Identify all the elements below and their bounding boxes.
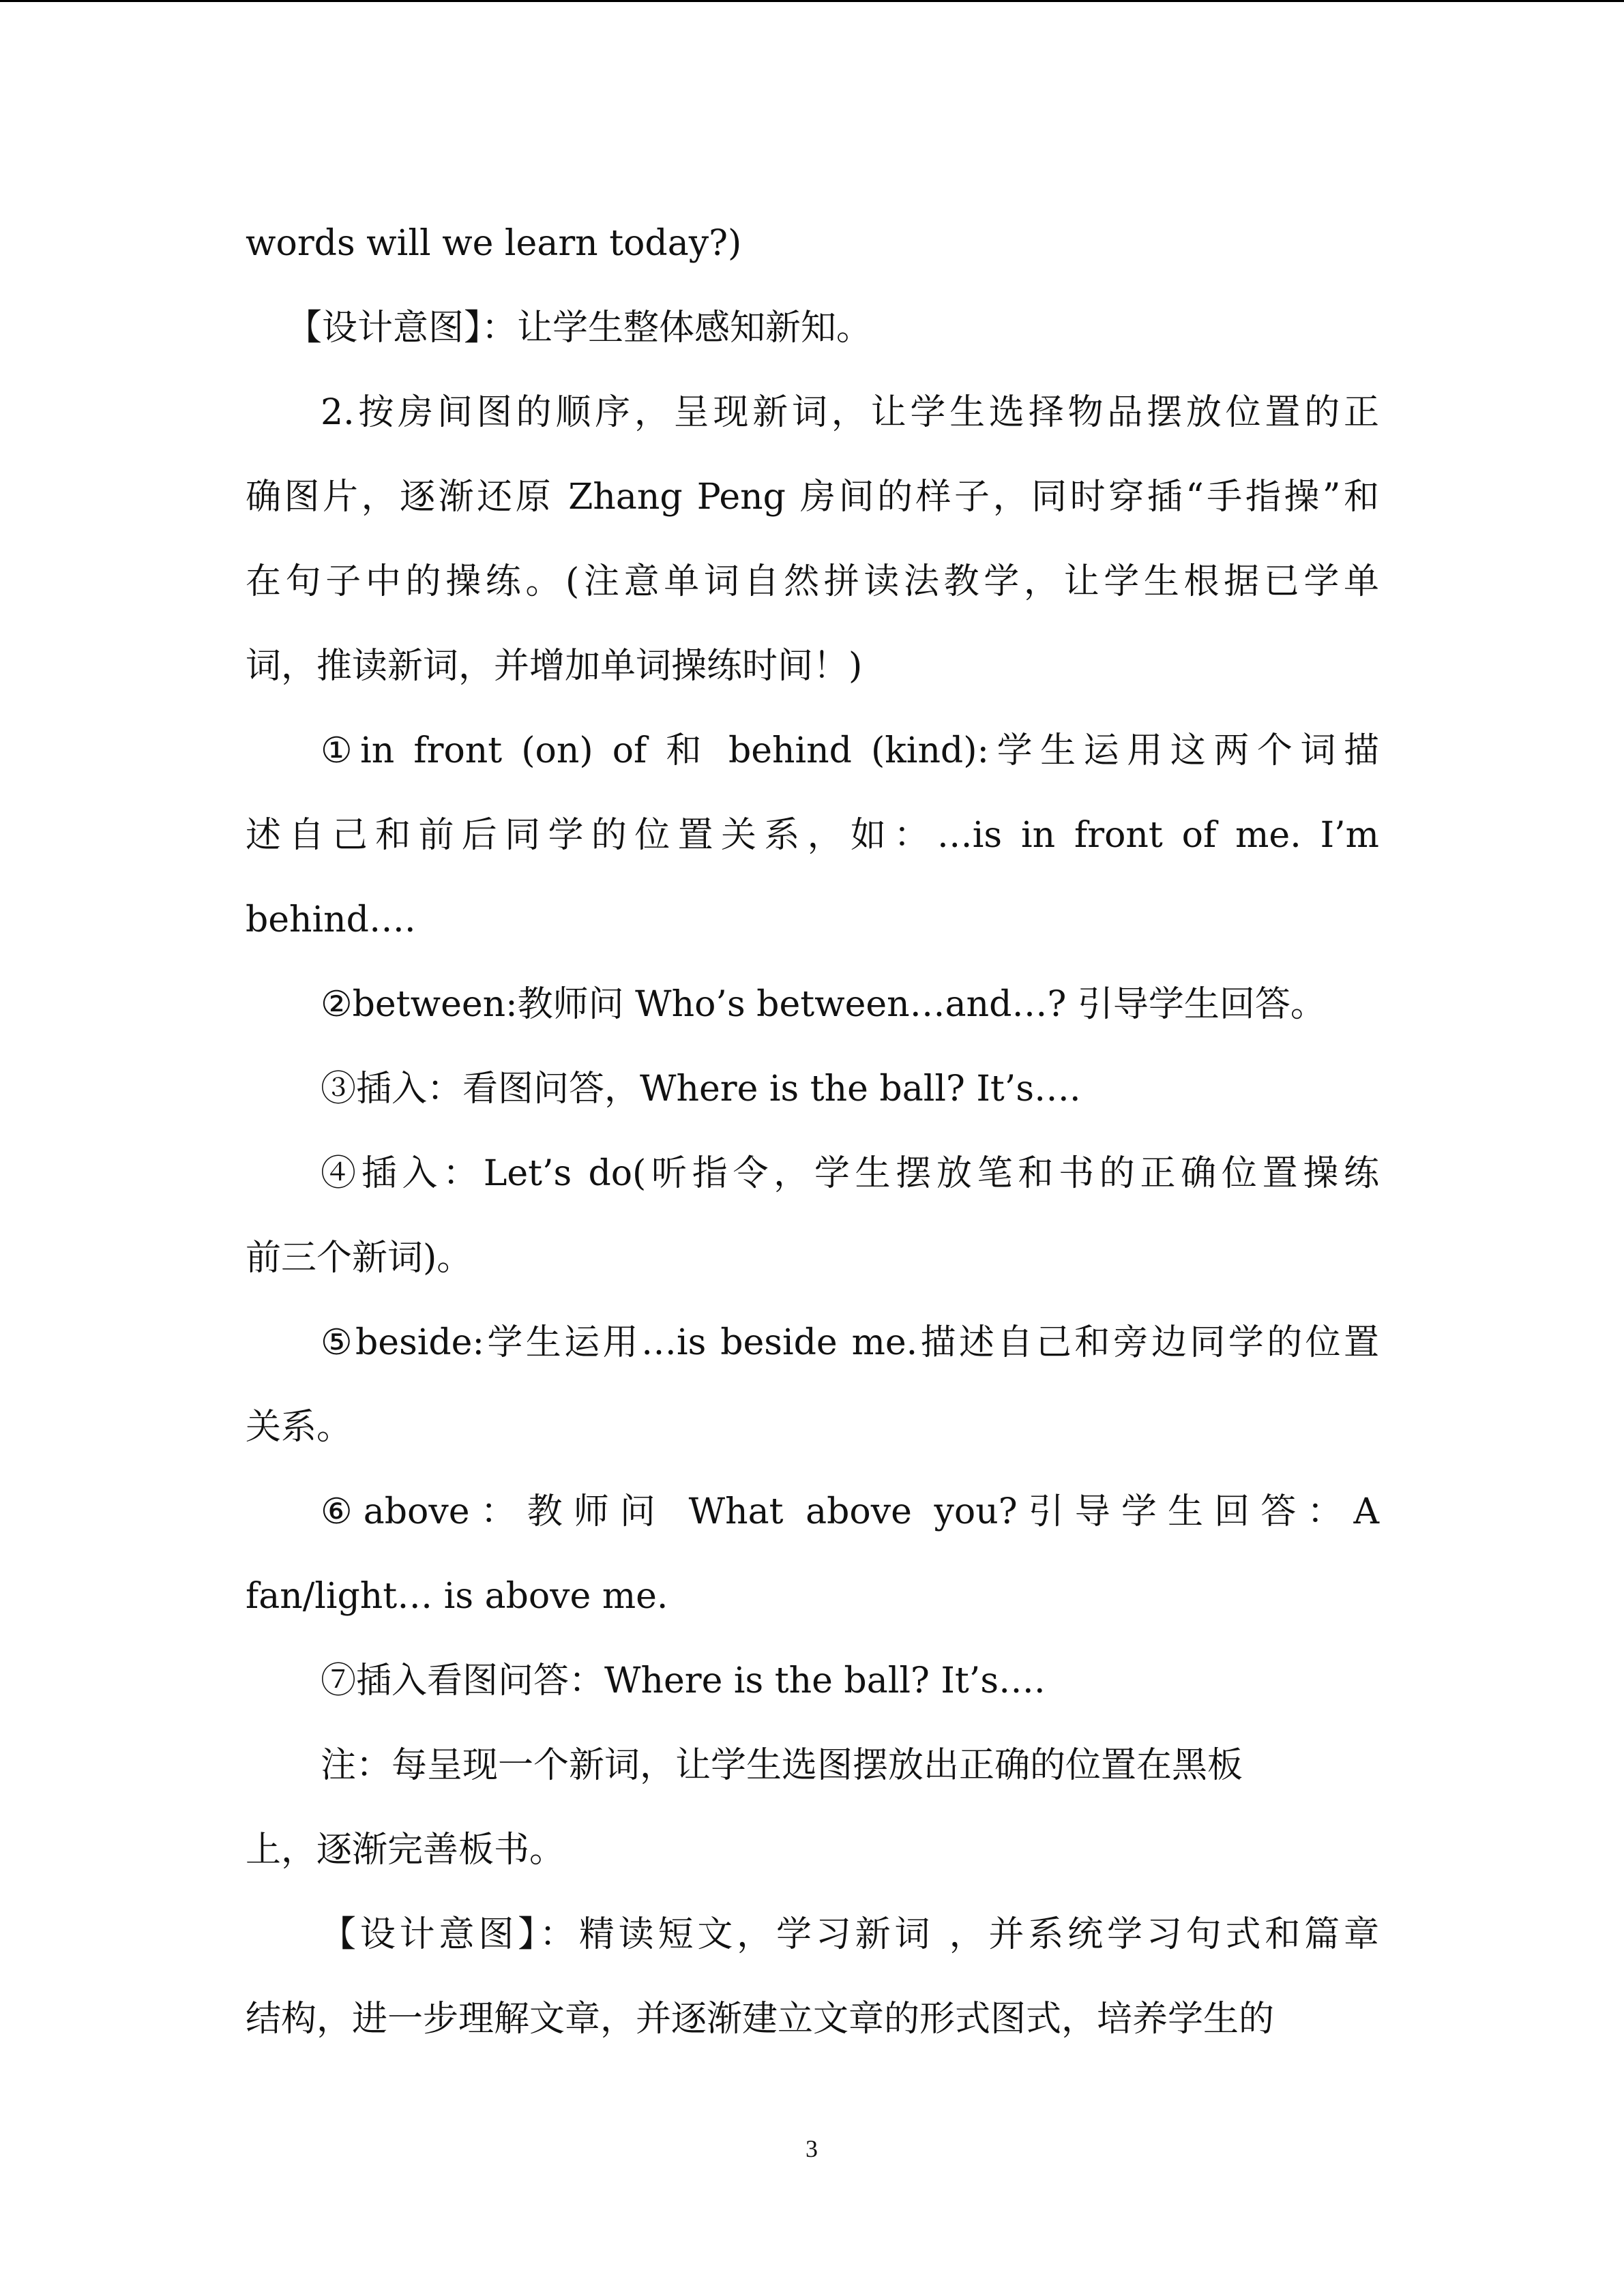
text-line: 上，逐渐完善板书。 [246,1830,565,1870]
list-item: ③插入：看图问答，Where is the ball? It’s…. [321,1069,1081,1109]
text-line: 2.按房间图的顺序，呈现新词，让学生选择物品摆放位置的正 [321,392,1379,433]
text-line: 前三个新词)。 [246,1238,473,1279]
text-line: 在句子中的操练。(注意单词自然拼读法教学，让学生根据已学单 [246,561,1379,602]
list-item: ④插入：Let’s do(听指令，学生摆放笔和书的正确位置操练 [321,1153,1379,1194]
list-item: ②between:教师问 Who’s between…and…? 引导学生回答。 [321,984,1326,1025]
list-item: ⑤beside:学生运用…is beside me.描述自己和旁边同学的位置 [321,1322,1379,1363]
design-intent-heading: 【设计意图】：精读短文，学习新词 ，并系统学习句式和篇章 [321,1914,1379,1955]
text-line: 结构，进一步理解文章，并逐渐建立文章的形式图式，培养学生的 [246,1999,1275,2040]
design-intent-heading: 【设计意图】：让学生整体感知新知。 [286,308,872,348]
list-item: ⑥above：教师问 What above you?引导学生回答：A [321,1491,1379,1532]
note-line: 注：每呈现一个新词，让学生选图摆放出正确的位置在黑板 [321,1745,1243,1786]
text-line: 确图片，逐渐还原 Zhang Peng 房间的样子，同时穿插“手指操”和 [246,477,1379,518]
text-line: 述自己和前后同学的位置关系，如：…is in front of me. I’m [246,815,1379,856]
text-line: behind…. [246,899,416,940]
text-line: 词，推读新词，并增加单词操练时间！) [246,646,863,687]
text-line: fan/light… is above me. [246,1576,668,1617]
text-line: 关系。 [246,1407,353,1448]
list-item: ①in front (on) of 和 behind (kind):学生运用这两个词描 [321,730,1379,771]
page-number: 3 [806,2135,818,2162]
text-line: words will we learn today?) [246,223,742,264]
list-item: ⑦插入看图问答：Where is the ball? It’s…. [321,1660,1046,1701]
